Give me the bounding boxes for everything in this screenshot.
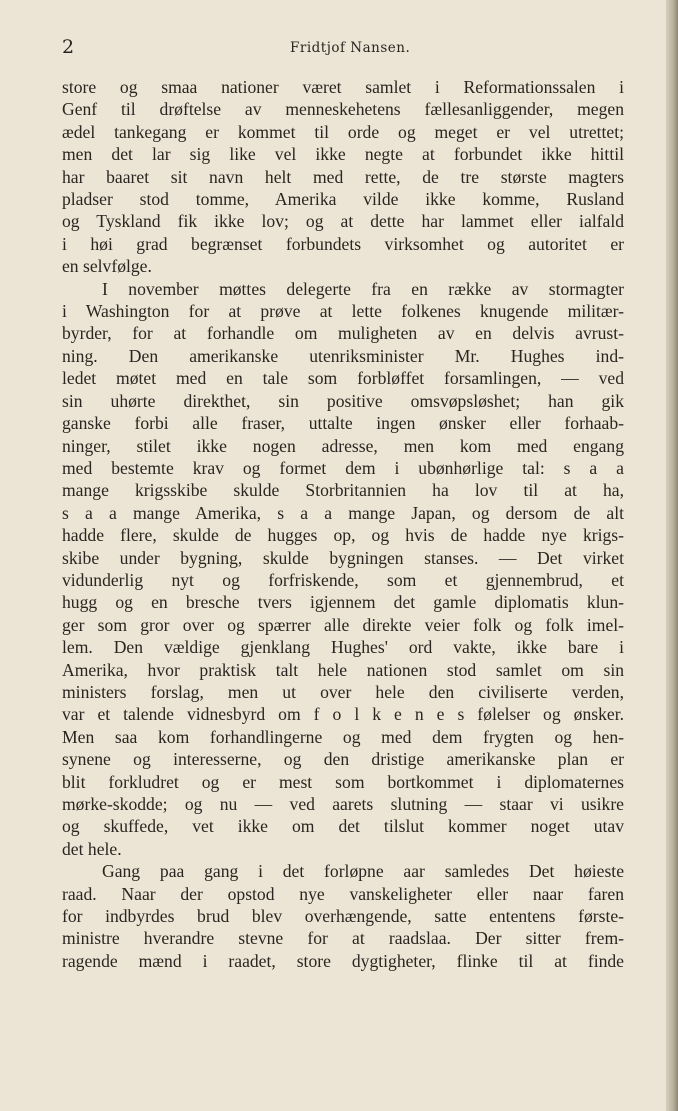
text-line: store og smaa nationer været samlet i Reformationssalen i xyxy=(62,77,624,97)
text-line: ministre hverandre stevne for at raadslaa. Der sitter frem- xyxy=(62,928,624,949)
text-line: har baaret sit navn helt med rette, de tre største magters xyxy=(62,166,624,187)
text-line: var et talende vidnesbyrd om f o l k e n e s følelser og ønsker. xyxy=(62,704,624,725)
text-line: s a a mange Amerika, s a a mange Japan, og dersom de alt xyxy=(62,502,624,523)
text-line: mørke-skodde; og nu — ved aarets slutning — staar vi usikre xyxy=(62,794,624,814)
text-line: pladser stod tomme, Amerika vilde ikke komme, Rusland xyxy=(62,189,624,210)
text-line: sin uhørte direkthet, sin positive omsvøpsløshet; han gik xyxy=(62,390,624,411)
text-line: vidunderlig nyt og forfriskende, som et gjennembrud, et xyxy=(62,569,624,590)
body-text xyxy=(62,76,624,972)
text-line: ministers forslag, men ut over hele den civiliserte verden, xyxy=(62,681,624,702)
text-line: blit forkludret og er mest som bortkommet i diplomaternes xyxy=(62,771,624,792)
text-line: Men saa kom forhandlingerne og med dem frygten og hen- xyxy=(62,726,624,747)
text-line: ragende mænd i raadet, store dygtigheter, flinke til at finde xyxy=(62,950,624,971)
text-line: en selvfølge. xyxy=(62,256,152,277)
text-line: ledet møtet med en tale som forbløffet forsamlingen, — ved xyxy=(62,368,624,389)
page-number: 2 xyxy=(62,36,75,58)
text-line: men det lar sig like vel ikke negte at forbundet ikke hittil xyxy=(62,144,624,165)
text-line: for indbyrdes brud blev overhængende, satte ententens første- xyxy=(62,906,624,927)
text-line: skibe under bygning, skulde bygningen stanses. — Det virket xyxy=(62,547,624,568)
text-line: ninger, stilet ikke nogen adresse, men kom med engang xyxy=(62,435,624,456)
text-line: lem. Den vældige gjenklang Hughes' ord vakte, ikke bare i xyxy=(62,637,624,658)
text-line: hugg og en bresche tvers igjennem det gamle diplomatis klun- xyxy=(62,592,624,613)
running-head: Fridtjof Nansen. xyxy=(290,40,411,56)
text-line: i høi grad begrænset forbundets virksomhet og autoritet er xyxy=(62,233,624,254)
text-line: i Washington for at prøve at lette folkenes knugende militær- xyxy=(62,301,624,322)
text-line: raad. Naar der opstod nye vanskeligheter eller naar faren xyxy=(62,883,624,904)
text-line: Genf til drøftelse av menneskehetens fællesanliggender, megen xyxy=(62,99,624,120)
text-line: det hele. xyxy=(62,838,122,859)
page-edge xyxy=(666,0,678,1111)
text-line: hadde flere, skulde de hugges op, og hvis de hadde nye krigs- xyxy=(62,525,624,546)
text-line: ædel tankegang er kommet til orde og meget er vel utrettet; xyxy=(62,121,624,142)
page-header xyxy=(62,36,616,60)
text-line: ning. Den amerikanske utenriksminister Mr. Hughes ind- xyxy=(62,345,624,366)
text-line: og skuffede, vet ikke om det tilslut kommer noget utav xyxy=(62,816,624,837)
text-line: ganske forbi alle fraser, uttalte ingen ønsker eller forhaab- xyxy=(62,413,624,434)
text-line: med bestemte krav og formet dem i ubønhørlige tal: s a a xyxy=(62,457,624,478)
text-line: Amerika, hvor praktisk talt hele nationen stod samlet om sin xyxy=(62,659,624,680)
text-line: ger som gror over og spærrer alle direkte veier folk og folk imel- xyxy=(62,614,624,635)
text-line: I november møttes delegerte fra en række av stormagter xyxy=(102,278,624,299)
text-line: Gang paa gang i det forløpne aar samledes Det høieste xyxy=(102,861,624,882)
text-line: mange krigsskibe skulde Storbritannien ha lov til at ha, xyxy=(62,480,624,501)
text-line: byrder, for at forhandle om muligheten av en delvis avrust- xyxy=(62,323,624,344)
text-line: synene og interesserne, og den dristige amerikanske plan er xyxy=(62,749,624,770)
text-line: og Tyskland fik ikke lov; og at dette har lammet eller ialfald xyxy=(62,211,624,232)
